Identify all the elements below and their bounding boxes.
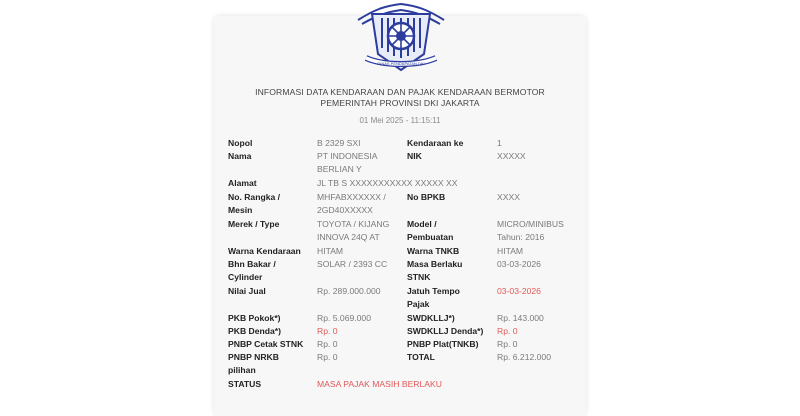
- pkb-denda-value: Rp. 0: [317, 326, 338, 336]
- nik-label: NIK: [407, 151, 422, 161]
- dki-emblem-logo: [354, 0, 448, 76]
- merek-value-line2: INNOVA 24Q AT: [317, 232, 380, 242]
- pnbp-nrkb-label-line1: PNBP NRKB: [228, 352, 279, 362]
- warna-label: Warna Kendaraan: [228, 246, 301, 256]
- nobpkb-value: XXXX: [497, 192, 520, 202]
- swdkllj-denda-label: SWDKLLJ Denda*): [407, 326, 484, 336]
- status-value: MASA PAJAK MASIH BERLAKU: [317, 379, 442, 389]
- jatuh-tempo-value: 03-03-2026: [497, 286, 541, 296]
- bbm-label-line1: Bhn Bakar /: [228, 259, 276, 269]
- swdkllj-label: SWDKLLJ*): [407, 313, 455, 323]
- nama-value-line2: BERLIAN Y: [317, 164, 362, 174]
- model-value-line1: MICRO/MINIBUS: [497, 219, 564, 229]
- swdkllj-denda-value: Rp. 0: [497, 326, 518, 336]
- total-label: TOTAL: [407, 352, 435, 362]
- warna-value: HITAM: [317, 246, 344, 256]
- nik-value: XXXXX: [497, 151, 526, 161]
- masa-label-line2: STNK: [407, 272, 431, 282]
- pnbp-plat-value: Rp. 0: [497, 339, 518, 349]
- total-value: Rp. 6.212.000: [497, 352, 551, 362]
- jatuh-tempo-label-line2: Pajak: [407, 299, 430, 309]
- model-label-line1: Model /: [407, 219, 437, 229]
- pkb-pokok-label: PKB Pokok*): [228, 313, 281, 323]
- nopol-label: Nopol: [228, 138, 253, 148]
- swdkllj-value: Rp. 143.000: [497, 313, 544, 323]
- model-label-line2: Pembuatan: [407, 232, 454, 242]
- pkb-denda-label: PKB Denda*): [228, 326, 282, 336]
- pnbp-stnk-value: Rp. 0: [317, 339, 338, 349]
- nobpkb-label: No BPKB: [407, 192, 446, 202]
- pnbp-nrkb-value: Rp. 0: [317, 352, 338, 362]
- model-value-line2: Tahun: 2016: [497, 232, 545, 242]
- pkb-pokok-value: Rp. 5.069.000: [317, 313, 371, 323]
- kendaraan-ke-label: Kendaraan ke: [407, 138, 464, 148]
- nama-label: Nama: [228, 151, 252, 161]
- nilai-jual-value: Rp. 289.000.000: [317, 286, 381, 296]
- merek-label: Merek / Type: [228, 219, 280, 229]
- pnbp-stnk-label: PNBP Cetak STNK: [228, 339, 304, 349]
- norangka-value-line1: MHFABXXXXXX /: [317, 192, 386, 202]
- nama-value-line1: PT INDONESIA: [317, 151, 378, 161]
- masa-value: 03-03-2026: [497, 259, 541, 269]
- norangka-label-line1: No. Rangka /: [228, 192, 281, 202]
- timestamp: 01 Mei 2025 - 11:15:11: [359, 116, 441, 125]
- alamat-value: JL TB S XXXXXXXXXXX XXXXX XX: [317, 178, 458, 188]
- nopol-value: B 2329 SXI: [317, 138, 361, 148]
- norangka-value-line2: 2GD40XXXXX: [317, 205, 373, 215]
- bbm-label-line2: Cylinder: [228, 272, 263, 282]
- svg-text:DINAS PENDAPATAN DKI: DINAS PENDAPATAN DKI: [377, 61, 425, 66]
- bbm-value: SOLAR / 2393 CC: [317, 259, 388, 269]
- jatuh-tempo-label-line1: Jatuh Tempo: [407, 286, 460, 296]
- norangka-label-line2: Mesin: [228, 205, 253, 215]
- masa-label-line1: Masa Berlaku: [407, 259, 463, 269]
- page-title-line2: PEMERINTAH PROVINSI DKI JAKARTA: [320, 98, 480, 108]
- page-title-line1: INFORMASI DATA KENDARAAN DAN PAJAK KENDARAAN BERMOTOR: [255, 87, 545, 97]
- warna-tnkb-value: HITAM: [497, 246, 524, 256]
- merek-value-line1: TOYOTA / KIJANG: [317, 219, 390, 229]
- pnbp-plat-label: PNBP Plat(TNKB): [407, 339, 479, 349]
- pnbp-nrkb-label-line2: pilihan: [228, 365, 256, 375]
- warna-tnkb-label: Warna TNKB: [407, 246, 460, 256]
- status-label: STATUS: [228, 379, 262, 389]
- nilai-jual-label: Nilai Jual: [228, 286, 266, 296]
- kendaraan-ke-value: 1: [497, 138, 502, 148]
- alamat-label: Alamat: [228, 178, 257, 188]
